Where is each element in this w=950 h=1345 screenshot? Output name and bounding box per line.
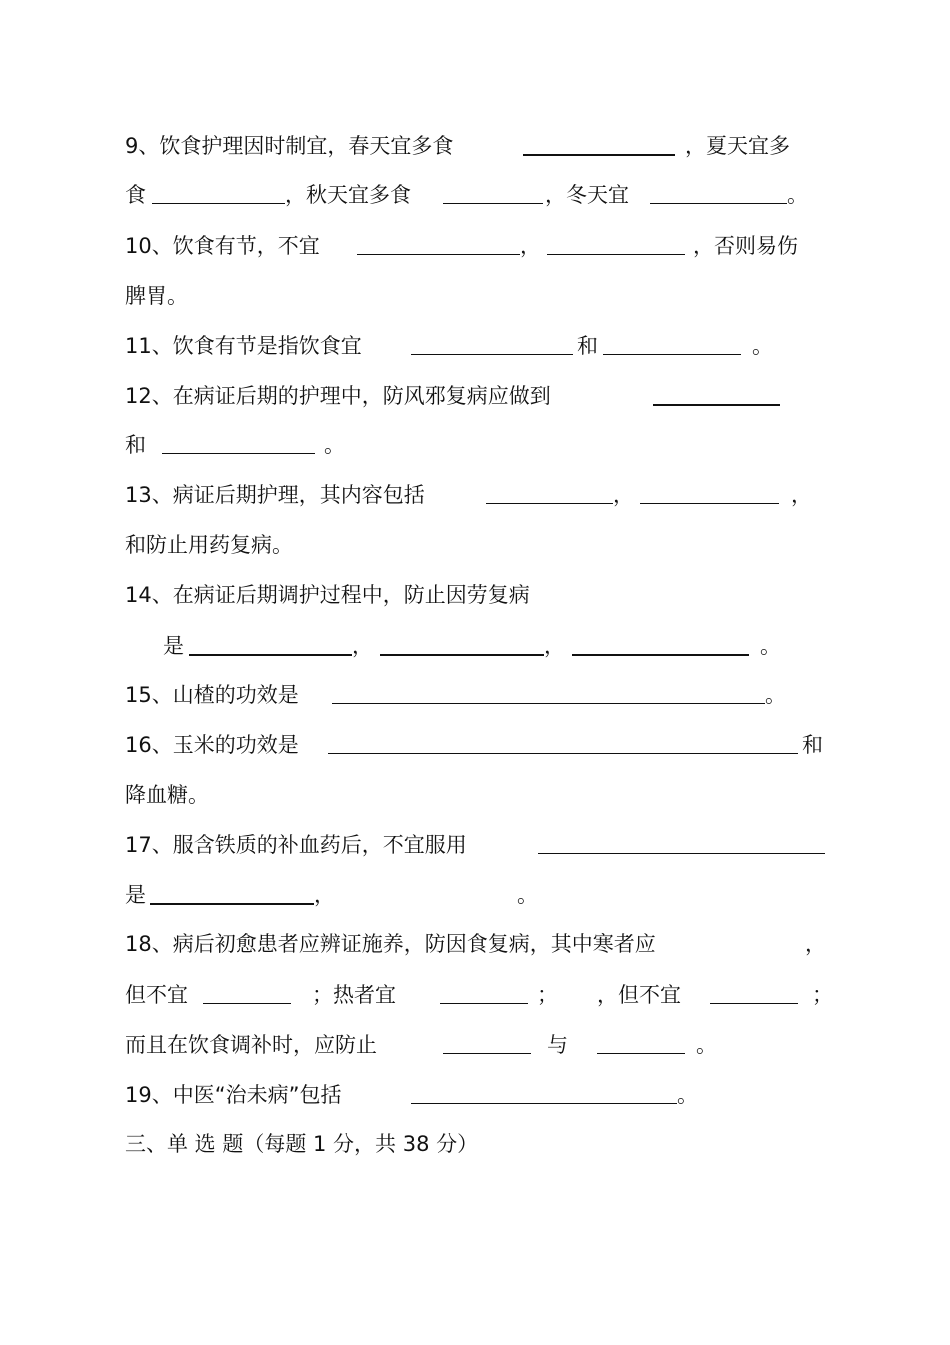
q14-text-b: 是 [163, 634, 184, 658]
q9-text-b: ，夏天宜多 [685, 134, 790, 158]
q10-line2 [0, 279, 950, 313]
q18-text-e: ； [537, 983, 558, 1007]
q11-line1 [0, 329, 950, 363]
q10-text-d: 脾胃。 [125, 284, 188, 308]
q11-blank-2[interactable] [603, 354, 741, 355]
q18-text-c: 但不宜 [125, 983, 188, 1007]
q15-text-b: 。 [765, 683, 786, 707]
q13-blank-1[interactable] [486, 503, 613, 504]
q9-text-c: 食 [125, 183, 146, 207]
q18-text-a: 18、病后初愈患者应辨证施养，防因食复病，其中寒者应 [125, 932, 656, 956]
q19-blank-1[interactable] [411, 1103, 677, 1104]
q9-text-f: 。 [787, 183, 808, 207]
q16-line2 [0, 778, 950, 812]
q10-blank-2[interactable] [547, 254, 685, 255]
q19-line1 [0, 1078, 950, 1112]
q18-text-i: 与 [547, 1033, 568, 1057]
q10-text-c: ，否则易伤 [693, 234, 798, 258]
q18-blank-4[interactable] [443, 1053, 531, 1054]
q14-blank-1[interactable] [189, 654, 352, 656]
q14-line2 [0, 629, 950, 663]
q12-blank-1[interactable] [653, 404, 780, 406]
section3-title: 三、单 选 题（每题 1 分，共 38 分） [125, 1132, 479, 1156]
q18-line3 [0, 1028, 950, 1062]
q17-blank-1[interactable] [538, 853, 825, 854]
q19-text-a: 19、中医“治未病”包括 [125, 1083, 342, 1107]
q9-line1 [0, 129, 950, 163]
q15-text-a: 15、山楂的功效是 [125, 683, 299, 707]
q9-text-d: ，秋天宜多食 [285, 183, 411, 207]
q13-text-d: 和防止用药复病。 [125, 533, 293, 557]
q9-line2 [0, 178, 950, 212]
q14-text-e: 。 [760, 634, 781, 658]
q13-line2 [0, 528, 950, 562]
q10-text-a: 10、饮食有节，不宜 [125, 234, 320, 258]
q11-text-a: 11、饮食有节是指饮食宜 [125, 334, 362, 358]
q18-text-h: 而且在饮食调补时，应防止 [125, 1033, 377, 1057]
q18-blank-5[interactable] [597, 1053, 685, 1054]
q18-blank-1[interactable] [203, 1003, 291, 1004]
q18-blank-3[interactable] [710, 1003, 798, 1004]
q16-text-c: 降血糖。 [125, 783, 209, 807]
q16-blank-1[interactable] [328, 753, 798, 754]
q17-line2 [0, 878, 950, 912]
q9-blank-winter[interactable] [650, 203, 787, 204]
q12-text-b: 和 [125, 433, 146, 457]
q11-blank-1[interactable] [411, 354, 573, 355]
q14-text-d: ， [544, 634, 565, 658]
q18-blank-2[interactable] [440, 1003, 528, 1004]
q9-blank-autumn[interactable] [443, 203, 543, 204]
q13-text-a: 13、病证后期护理，其内容包括 [125, 483, 425, 507]
q16-line1 [0, 728, 950, 762]
q12-text-c: 。 [324, 433, 345, 457]
q17-blank-2[interactable] [150, 903, 314, 905]
q13-text-c: ， [791, 483, 812, 507]
q13-line1 [0, 478, 950, 512]
section3-heading [0, 1127, 950, 1161]
q18-text-f: ，但不宜 [597, 983, 681, 1007]
q12-line1 [0, 379, 950, 413]
q17-text-b: 是 [125, 883, 146, 907]
q9-text-a: 9、饮食护理因时制宜，春天宜多食 [125, 134, 454, 158]
q18-line2 [0, 978, 950, 1012]
q18-line1 [0, 927, 950, 961]
q14-line1 [0, 578, 950, 612]
q10-text-b: ， [520, 234, 541, 258]
q13-blank-2[interactable] [640, 503, 779, 504]
q14-text-a: 14、在病证后期调护过程中，防止因劳复病 [125, 583, 530, 607]
q18-text-b: ， [805, 932, 826, 956]
q10-blank-1[interactable] [357, 254, 520, 255]
q14-blank-3[interactable] [572, 654, 749, 656]
q9-blank-spring[interactable] [523, 154, 675, 156]
q9-text-e: ，冬天宜 [545, 183, 629, 207]
q19-text-b: 。 [677, 1083, 698, 1107]
q11-text-b: 和 [577, 334, 598, 358]
q9-blank-summer[interactable] [152, 203, 285, 204]
q17-text-a: 17、服含铁质的补血药后，不宜服用 [125, 833, 467, 857]
q12-blank-2[interactable] [162, 453, 315, 454]
q12-text-a: 12、在病证后期的护理中，防风邪复病应做到 [125, 384, 551, 408]
q15-line1 [0, 678, 950, 712]
q18-text-j: 。 [696, 1033, 717, 1057]
q17-text-c: ， [314, 883, 335, 907]
q16-text-b: 和 [802, 733, 823, 757]
q10-line1 [0, 229, 950, 263]
q17-line1 [0, 828, 950, 862]
q18-text-g: ； [812, 983, 833, 1007]
q12-line2 [0, 428, 950, 462]
q14-blank-2[interactable] [380, 654, 544, 656]
q15-blank-1[interactable] [332, 703, 765, 704]
q18-text-d: ；热者宜 [312, 983, 396, 1007]
q14-text-c: ， [352, 634, 373, 658]
q17-text-d: 。 [517, 883, 538, 907]
q11-text-c: 。 [752, 334, 773, 358]
q13-text-b: ， [613, 483, 634, 507]
q16-text-a: 16、玉米的功效是 [125, 733, 299, 757]
